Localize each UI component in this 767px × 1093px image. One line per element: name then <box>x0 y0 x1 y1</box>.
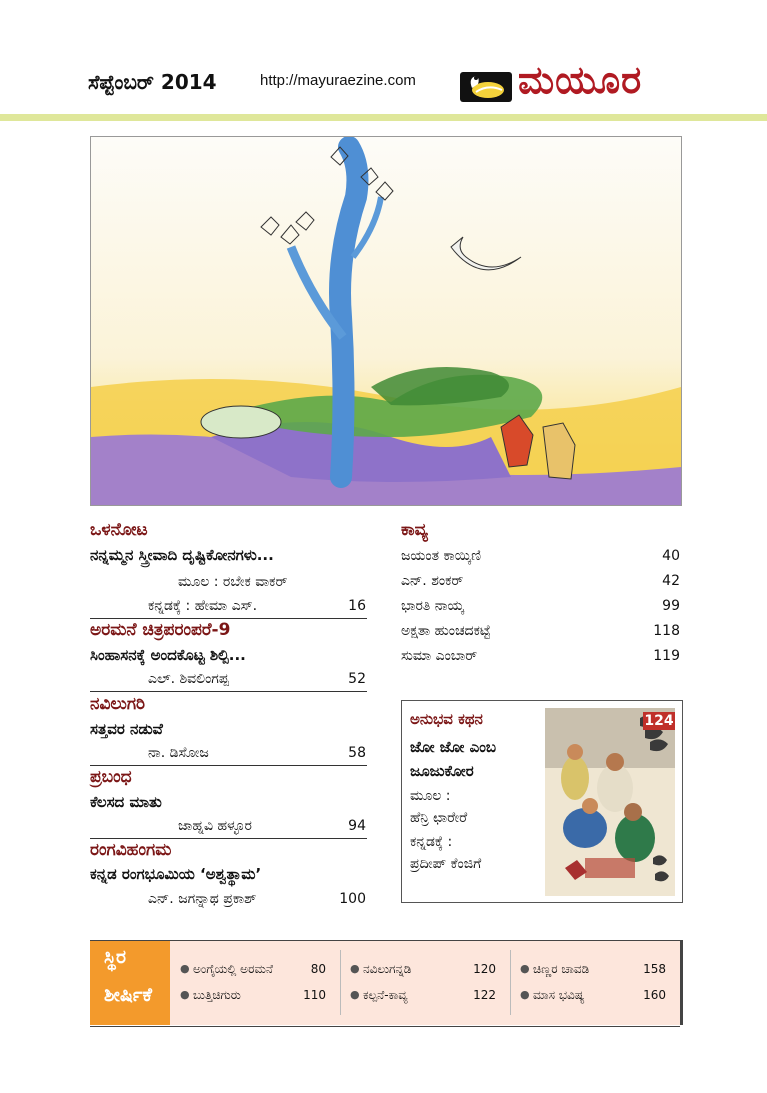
column-name[interactable]: ಮಾಸ ಭವಿಷ್ಯ <box>533 988 585 1002</box>
watercolor-tree-illustration <box>91 137 681 505</box>
article-title[interactable]: ಕನ್ನಡ ರಂಗಭೂಮಿಯ ‘ಅಶ್ವತ್ಥಾಮ’ <box>90 865 262 883</box>
peacock-logo-icon <box>458 66 514 106</box>
section-prabandha: ಪ್ರಬಂಧ <box>90 767 132 787</box>
page-number: 40 <box>662 548 680 564</box>
page-number: 158 <box>643 962 666 976</box>
column-name[interactable]: ನವಿಲುಗನ್ನಡಿ <box>363 962 412 976</box>
section-olanota: ಒಳನೋಟ <box>90 520 148 540</box>
poet-name[interactable]: ಭಾರತಿ ನಾಯ್ಕ <box>401 598 464 614</box>
article-title[interactable]: ನನ್ನಮ್ಮನ ಸ್ತ್ರೀವಾದಿ ದೃಷ್ಟಿಕೋನಗಳು... <box>90 546 274 564</box>
divider <box>90 838 367 839</box>
article-author: ಜಾಹ್ನವಿ ಹಳ್ಳೂರ <box>178 818 252 834</box>
page-number: 94 <box>348 818 366 834</box>
column-divider <box>510 950 511 1015</box>
article-author: ನಾ. ಡಿಸೋಜ <box>148 745 209 761</box>
column-name[interactable]: ಚಿಣ್ಣರ ಚಾವಡಿ <box>533 962 590 976</box>
bullet-icon: ● <box>180 988 190 1001</box>
cover-illustration <box>90 136 682 506</box>
poet-name[interactable]: ಎನ್. ಶಂಕರ್ <box>401 573 464 589</box>
article-title[interactable]: ಸತ್ತವರ ನಡುವೆ <box>90 720 163 738</box>
column-name[interactable]: ಬುತ್ತಿಚಿಗುರು <box>193 988 241 1002</box>
column-name[interactable]: ಕಲ್ಪನೆ-ಕಾವ್ಯ <box>363 988 408 1002</box>
column-divider <box>340 950 341 1015</box>
section-anubhava: ಅನುಭವ ಕಥನ <box>410 710 483 728</box>
sthira-word2: ಶೀರ್ಷಿಕೆ <box>104 984 152 1006</box>
section-kavya: ಕಾವ್ಯ <box>401 520 428 540</box>
page-number: 119 <box>653 648 680 664</box>
article-author: ಎಲ್. ಶಿವಲಿಂಗಪ್ಪ <box>148 671 229 687</box>
page-number: 99 <box>662 598 680 614</box>
article-translator: ಕನ್ನಡಕ್ಕೆ : ಹೇಮಾ ಎಸ್. <box>148 598 258 614</box>
page-number: 16 <box>348 598 366 614</box>
article-original-author: ಮೂಲ : ರಬೇಕ ವಾಕರ್ <box>178 574 288 590</box>
page-number: 58 <box>348 745 366 761</box>
section-rangavihangama: ರಂಗವಿಹಂಗಮ <box>90 840 172 860</box>
bullet-icon: ● <box>350 988 360 1001</box>
bullet-icon: ● <box>180 962 190 975</box>
sthira-strip <box>90 940 680 1027</box>
original-author: ಹೆನ್ರಿ ಛಾರೇರೆ <box>410 810 468 826</box>
poet-name[interactable]: ಜಯಂತ ಕಾಯ್ಕಿಣಿ <box>401 548 481 564</box>
website-url[interactable]: http://mayuraezine.com <box>260 72 416 89</box>
page-number: 160 <box>643 988 666 1002</box>
article-title[interactable]: ಕೆಲಸದ ಮಾತು <box>90 793 162 811</box>
poet-name[interactable]: ಅಕ್ಷತಾ ಹುಂಚದಕಟ್ಟೆ <box>401 623 491 639</box>
sthira-word1: ಸ್ಥಿರ <box>104 946 127 968</box>
gamblers-illustration <box>545 708 675 896</box>
card-players-picture <box>545 708 675 896</box>
divider <box>90 765 367 766</box>
page-number: 80 <box>310 962 326 976</box>
magazine-logo: ಮಯೂರ <box>518 58 643 102</box>
article-title-line1[interactable]: ಜೋ ಜೋ ಎಂಬ <box>410 738 497 756</box>
issue-date: ಸೆಪ್ಟೆಂಬರ್ 2014 <box>88 70 217 94</box>
page-number: 100 <box>339 891 366 907</box>
article-title-line2[interactable]: ಜೂಜುಕೋರ <box>410 762 474 780</box>
page-number: 120 <box>473 962 496 976</box>
article-title[interactable]: ಸಿಂಹಾಸನಕ್ಕೆ ಅಂದಕೊಟ್ಟ ಶಿಲ್ಪಿ... <box>90 646 246 664</box>
divider <box>90 618 367 619</box>
page-number: 118 <box>653 623 680 639</box>
bullet-icon: ● <box>520 988 530 1001</box>
page-badge: 124 <box>644 713 674 729</box>
page-number: 122 <box>473 988 496 1002</box>
translator-label: ಕನ್ನಡಕ್ಕೆ : <box>410 834 453 850</box>
translator-name: ಪ್ರದೀಪ್ ಕೆಂಜಿಗೆ <box>410 856 482 872</box>
page-number: 52 <box>348 671 366 687</box>
page-number: 110 <box>303 988 326 1002</box>
strip-edge <box>680 940 683 1025</box>
original-label: ಮೂಲ : <box>410 788 451 804</box>
section-aramane: ಅರಮನೆ ಚಿತ್ರಪರಂಪರೆ-9 <box>90 620 231 640</box>
header-rule <box>0 114 767 121</box>
bullet-icon: ● <box>520 962 530 975</box>
page-number: 42 <box>662 573 680 589</box>
divider <box>90 691 367 692</box>
article-author: ಎನ್. ಜಗನ್ನಾಥ ಪ್ರಕಾಶ್ <box>148 891 257 907</box>
bullet-icon: ● <box>350 962 360 975</box>
poet-name[interactable]: ಸುಮಾ ಎಂಬಾರ್ <box>401 648 478 664</box>
column-name[interactable]: ಅಂಗೈಯಲ್ಲಿ ಅರಮನೆ <box>193 962 274 976</box>
section-navilugari: ನವಿಲುಗರಿ <box>90 694 146 714</box>
